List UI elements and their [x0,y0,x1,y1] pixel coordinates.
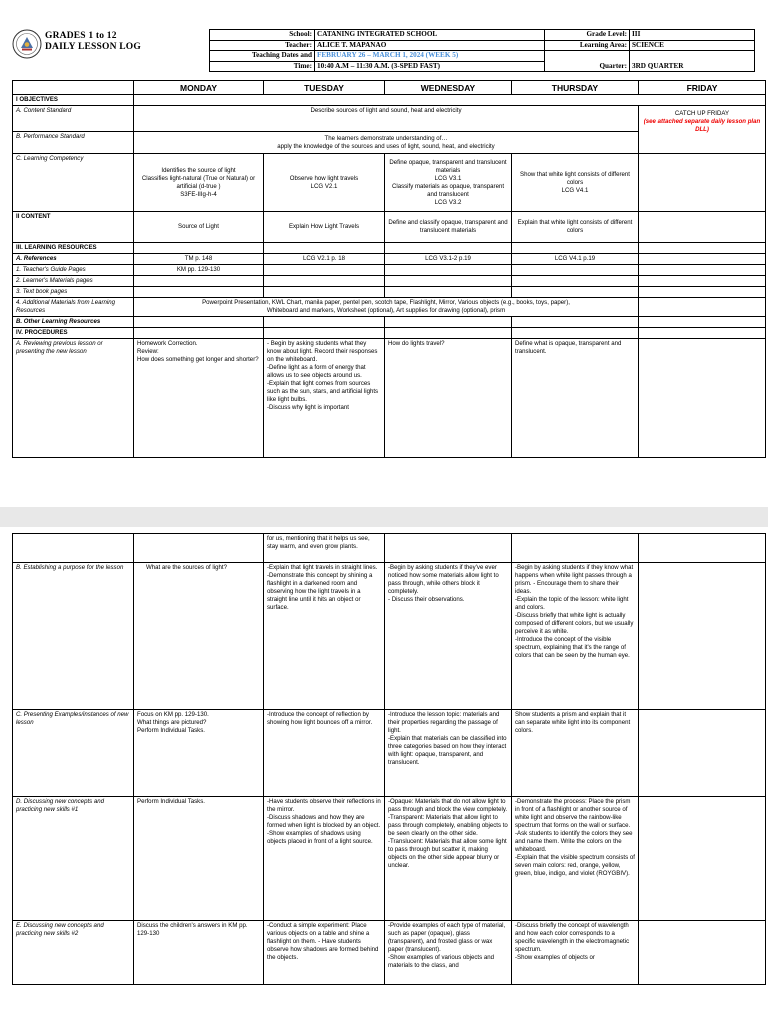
procedure-d-label: D. Discussing new concepts and practicing new skills #1 [13,797,134,921]
procedure-d-wednesday: -Opaque: Materials that do not allow light to pass through and block the view completely. -Transparent: Materials that allow light to pass through completely, enabling objects to be seen clearly on the other side. -Translucent: Materials that allow some light to pass through but scatter it, making objects on the other side appear blurry or unclear. [385,797,512,921]
competency-tuesday [264,154,385,212]
competency-wednesday-code-1: LCG V3.1 [434,174,462,182]
competency-wednesday-code-2: LCG V3.2 [434,198,462,206]
references-label: A. References [13,254,134,265]
learning-competency-label: C. Learning Competency [13,154,134,212]
competency-wednesday-text-1: Define opaque, transparent and translucent materials [389,158,507,174]
additional-materials-label: 4. Additional Materials from Learning Resources [13,298,134,317]
day-header-thursday: THURSDAY [512,81,639,95]
procedures-heading: IV. PROCEDURES [13,328,134,339]
procedure-b-monday: What are the sources of light? [134,563,264,710]
competency-wednesday [385,154,512,212]
quarter-label: Quarter: [545,51,630,72]
time-value: 10:40 A.M – 11:30 A.M. (3-SPED FAST) [315,61,545,72]
procedure-c-label: C. Presenting Examples/instances of new lesson [13,710,134,797]
procedure-b-tuesday: -Explain that light travels in straight lines. -Demonstrate this concept by shining a flashlight in a darkened room and observing how the light travels in a straight line until it hits an object or surface. [264,563,385,710]
procedure-e-thursday: -Discuss briefly the concept of wavelength and how each color corresponds to a specific wavelength in the electromagnetic spectrum. -Show examples of objects or [512,921,639,985]
teacher-value: ALICE T. MAPANAO [315,40,545,51]
procedure-e-wednesday: -Provide examples of each type of material, such as paper (opaque), glass (transparent), and frosted glass or wax paper (translucent). -Show examples of various objects and materials to the class, and [385,921,512,985]
procedure-e-monday: Discuss the children's answers in KM pp. 129-130 [134,921,264,985]
competency-thursday-text: Show that white light consists of different colors [520,170,630,186]
learning-area-label: Learning Area: [545,40,630,51]
lesson-log-table-page-2 [12,533,766,985]
procedure-c-tuesday: -Introduce the concept of reflection by showing how light bounces off a mirror. [264,710,385,797]
procedure-b-thursday: -Begin by asking students if they know what happens when white light passes through a prism. - Encourage them to share their ideas. -Explain the topic of the lesson: white light and colors. -Discuss briefly that white light is actually composed of different colors, but we usually perceive it as white. -Introduce the concept of the visible spectrum, explaining that it's the range of colors that can be seen by the human eye. [512,563,639,710]
competency-wednesday-text-2: Classify materials as opaque, transparent and translucent [391,182,505,198]
competency-monday-code: S3FE-IIIg-h-4 [180,190,217,198]
learning-area-value: SCIENCE [630,40,755,51]
other-resources-label: B. Other Learning Resources [13,317,134,328]
competency-monday-text: Identifies the source of light Classifies light-natural (True or Natural) or artificial (d-true ) [141,166,256,190]
competency-thursday-code: LCG V4.1 [561,186,589,194]
procedure-a-label: A. Reviewing previous lesson or presenting the new lesson [13,339,134,458]
teachers-guide-monday: KM pp. 129-130 [134,265,264,276]
references-wednesday: LCG V3.1-2 p.19 [385,254,512,265]
procedure-e-label: E. Discussing new concepts and practicing new skills #2 [13,921,134,985]
procedure-d-tuesday: -Have students observe their reflections in the mirror. -Discuss shadows and how they are formed when light is blocked by an object. -Show examples of shadows using objects placed in front of a light source. [264,797,385,921]
catch-up-friday-cell [639,106,766,154]
learners-materials-label: 2. Learner's Materials pages [13,276,134,287]
title-daily-lesson-log: DAILY LESSON LOG [45,42,141,52]
performance-standard-label: B. Performance Standard [13,132,134,154]
procedure-a-monday: Homework Correction. Review: How does something get longer and shorter? [134,339,264,458]
day-header-tuesday: TUESDAY [264,81,385,95]
references-tuesday: LCG V2.1 p. 18 [264,254,385,265]
content-tuesday: Explain How Light Travels [264,212,385,243]
learning-resources-heading: III. LEARNING RESOURCES [13,243,134,254]
catch-up-friday-note: (see attached separate daily lesson plan DLL) [643,118,761,133]
additional-materials-text: Powerpoint Presentation, KWL Chart, manila paper, pentel pen, scotch tape, Flashlight, Mirror, Various objects (e.g., books, toys, paper), Whiteboard and markers, Worksheet (optional), Art supplies for drawing (optional), prism [134,298,639,317]
page-2 [0,527,768,1024]
lesson-log-table-page-1 [12,80,766,458]
quarter-value: 3RD QUARTER [630,51,755,72]
objectives-heading: I OBJECTIVES [13,95,134,106]
school-label: School: [210,30,315,41]
teacher-label: Teacher: [210,40,315,51]
title-grades: GRADES 1 to 12 [45,31,117,41]
info-table [209,29,755,72]
procedure-a-thursday: Define what is opaque, transparent and translucent. [512,339,639,458]
grade-level-value: III [630,30,755,41]
content-thursday: Explain that white light consists of different colors [512,212,639,243]
performance-standard-text: The learners demonstrate understanding of… apply the knowledge of the sources and uses of light, sound, heat, and electricity [134,132,639,154]
school-value: CATANING INTEGRATED SCHOOL [315,30,545,41]
procedure-c-thursday: Show students a prism and explain that it can separate white light into its component colors. [512,710,639,797]
content-wednesday: Define and classify opaque, transparent and translucent materials [385,212,512,243]
procedure-a-wednesday: How do lights travel? [385,339,512,458]
textbook-pages-label: 3. Text book pages [13,287,134,298]
competency-tuesday-code: LCG V2.1 [310,182,338,190]
competency-thursday [512,154,639,212]
procedure-a-tuesday: - Begin by asking students what they know about light. Record their responses on the whiteboard. -Define light as a form of energy that allows us to see objects around us. -Explain that light comes from sources such as the sun, stars, and artificial lights like light bulbs. -Discuss why light is important [264,339,385,458]
content-heading: II CONTENT [13,212,134,243]
procedure-b-label: B. Establishing a purpose for the lesson [13,563,134,710]
procedure-e-tuesday: -Conduct a simple experiment: Place various objects on a table and shine a flashlight on them. - Have students observe how shadows are formed behind the objects. [264,921,385,985]
references-thursday: LCG V4.1 p.19 [512,254,639,265]
grade-level-label: Grade Level: [545,30,630,41]
time-label: Time: [210,61,315,72]
deped-seal-logo [12,29,42,59]
dates-label: Teaching Dates and [210,51,315,62]
content-monday: Source of Light [134,212,264,243]
teachers-guide-label: 1. Teacher's Guide Pages [13,265,134,276]
day-header-monday: MONDAY [134,81,264,95]
procedure-b-wednesday: -Begin by asking students if they've ever noticed how some materials allow light to pass through, while others block it completely. - Discuss their observations. [385,563,512,710]
dll-header [12,29,764,72]
dates-value: FEBRUARY 26 – MARCH 1, 2024 (WEEK 5) [315,51,545,62]
content-standard-text: Describe sources of light and sound, heat and electricity [134,106,639,132]
day-header-wednesday: WEDNESDAY [385,81,512,95]
procedure-c-monday: Focus on KM pp. 129-130. What things are pictured? Perform Individual Tasks. [134,710,264,797]
references-monday: TM p. 148 [134,254,264,265]
competency-tuesday-text: Observe how light travels [289,174,359,182]
page-1 [0,0,768,507]
procedure-d-monday: Perform Individual Tasks. [134,797,264,921]
competency-monday [134,154,264,212]
day-header-friday: FRIDAY [639,81,766,95]
catch-up-friday-title: CATCH UP FRIDAY [674,110,730,117]
procedure-a-tuesday-continued: for us, mentioning that it helps us see, stay warm, and even grow plants. [264,534,385,563]
procedure-c-wednesday: -Introduce the lesson topic: materials and their properties regarding the passage of light. -Explain that materials can be classified into three categories based on how they interact with light: opaque, transparent, and translucent. [385,710,512,797]
procedure-d-thursday: -Demonstrate the process: Place the prism in front of a flashlight or another source of white light and observe the rainbow-like spectrum that forms on the wall or surface. -Ask students to identify the colors they see and name them. Write the colors on the whiteboard. -Explain that the visible spectrum consists of seven main colors: red, orange, yellow, green, blue, indigo, and violet (ROYGBIV). [512,797,639,921]
content-standard-label: A. Content Standard [13,106,134,132]
